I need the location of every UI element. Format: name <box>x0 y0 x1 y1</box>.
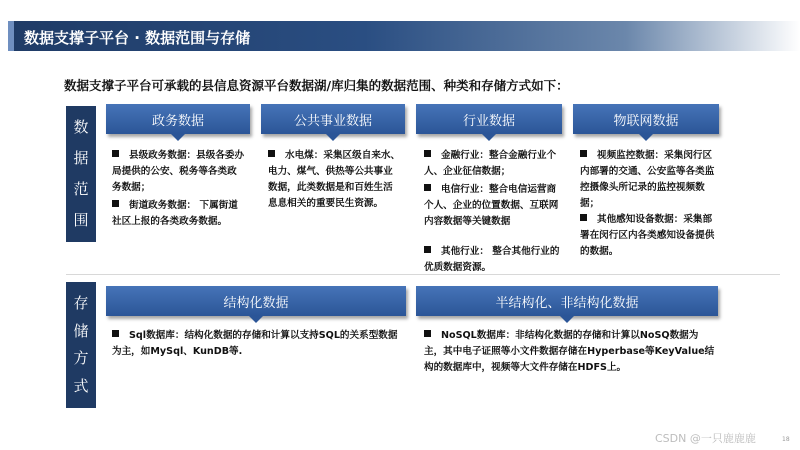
intro-text: 数据支撑子平台可承载的县信息资源平台数据湖/库归集的数据范围、种类和存储方式如下： <box>64 78 569 93</box>
item-text: 视频监控数据：采集闵行区内部署的交通、公安监等各类监控摄像头所记录的监控视频数据； <box>580 150 715 209</box>
item-text: 县级政务数据：县级各委办局提供的公安、税务等各类政务数据； <box>112 150 245 193</box>
side-label-char: 围 <box>73 211 89 229</box>
list-item <box>424 148 562 180</box>
bullet-icon <box>424 330 431 337</box>
category-header-public-utility: 公共事业数据 <box>261 104 405 134</box>
bullet-icon <box>268 150 275 157</box>
side-label-storage <box>66 282 96 408</box>
category-header-government: 政务数据 <box>106 104 250 134</box>
category-header-iot: 物联网数据 <box>573 104 719 134</box>
side-label-char: 式 <box>73 376 89 395</box>
side-label-char: 范 <box>73 180 89 198</box>
side-label-char: 据 <box>73 149 89 167</box>
list-item <box>424 328 716 376</box>
item-text: 街道政务数据： 下属街道社区上报的各类政务数据。 <box>112 200 238 227</box>
side-label-char: 方 <box>73 349 89 368</box>
item-text: Sql数据库：结构化数据的存储和计算以支持SQL的关系型数据为主，如MySql、KunDB等. <box>112 330 398 357</box>
item-text: 其他感知设备数据：采集部署在闵行区内各类感知设备提供的数据。 <box>580 214 715 257</box>
item-text: 水电煤：采集区级自来水、电力、煤气、供热等公共事业数据，此类数据是和百姓生活息息相关的重要民生资源。 <box>268 150 401 209</box>
bullet-icon <box>112 200 119 207</box>
item-text: NoSQL数据库：非结构化数据的存储和计算以NoSQ数据为主，其中电子证照等小文件数据存储在Hyperbase等KeyValue结构的数据库中，视频等大文件存储在HDFS上。 <box>424 330 715 373</box>
list-item <box>580 148 716 212</box>
list-item <box>424 244 562 276</box>
list-item <box>112 148 246 196</box>
bullet-icon <box>424 150 431 157</box>
list-item <box>580 212 716 260</box>
bullet-icon <box>424 184 431 191</box>
bullet-icon <box>580 150 587 157</box>
category-header-industry: 行业数据 <box>416 104 562 134</box>
side-label-char: 数 <box>73 118 89 136</box>
page-number: 18 <box>782 436 790 443</box>
bullet-icon <box>112 150 119 157</box>
title-bar <box>8 21 800 51</box>
list-item <box>112 328 402 360</box>
side-label-char: 存 <box>73 294 89 313</box>
watermark: CSDN @一只鹿鹿鹿 <box>655 432 756 445</box>
item-text: 金融行业：整合金融行业个人、企业征信数据； <box>424 150 557 177</box>
list-item <box>112 198 246 230</box>
side-label-scope <box>66 106 96 242</box>
bullet-icon <box>424 246 431 253</box>
page-title: 数据支撑子平台 · 数据范围与存储 <box>24 29 251 47</box>
list-item <box>424 182 562 230</box>
storage-header-structured: 结构化数据 <box>106 286 406 316</box>
storage-header-unstructured: 半结构化、非结构化数据 <box>416 286 718 316</box>
side-label-char: 储 <box>73 321 89 340</box>
section-divider <box>66 274 780 275</box>
item-text: 其他行业： 整合其他行业的优质数据资源。 <box>424 246 560 273</box>
bullet-icon <box>112 330 119 337</box>
title-accent <box>8 21 14 51</box>
bullet-icon <box>580 214 587 221</box>
item-text: 电信行业：整合电信运营商个人、企业的位置数据、互联网内容数据等关键数据 <box>424 184 559 227</box>
list-item <box>268 148 402 212</box>
